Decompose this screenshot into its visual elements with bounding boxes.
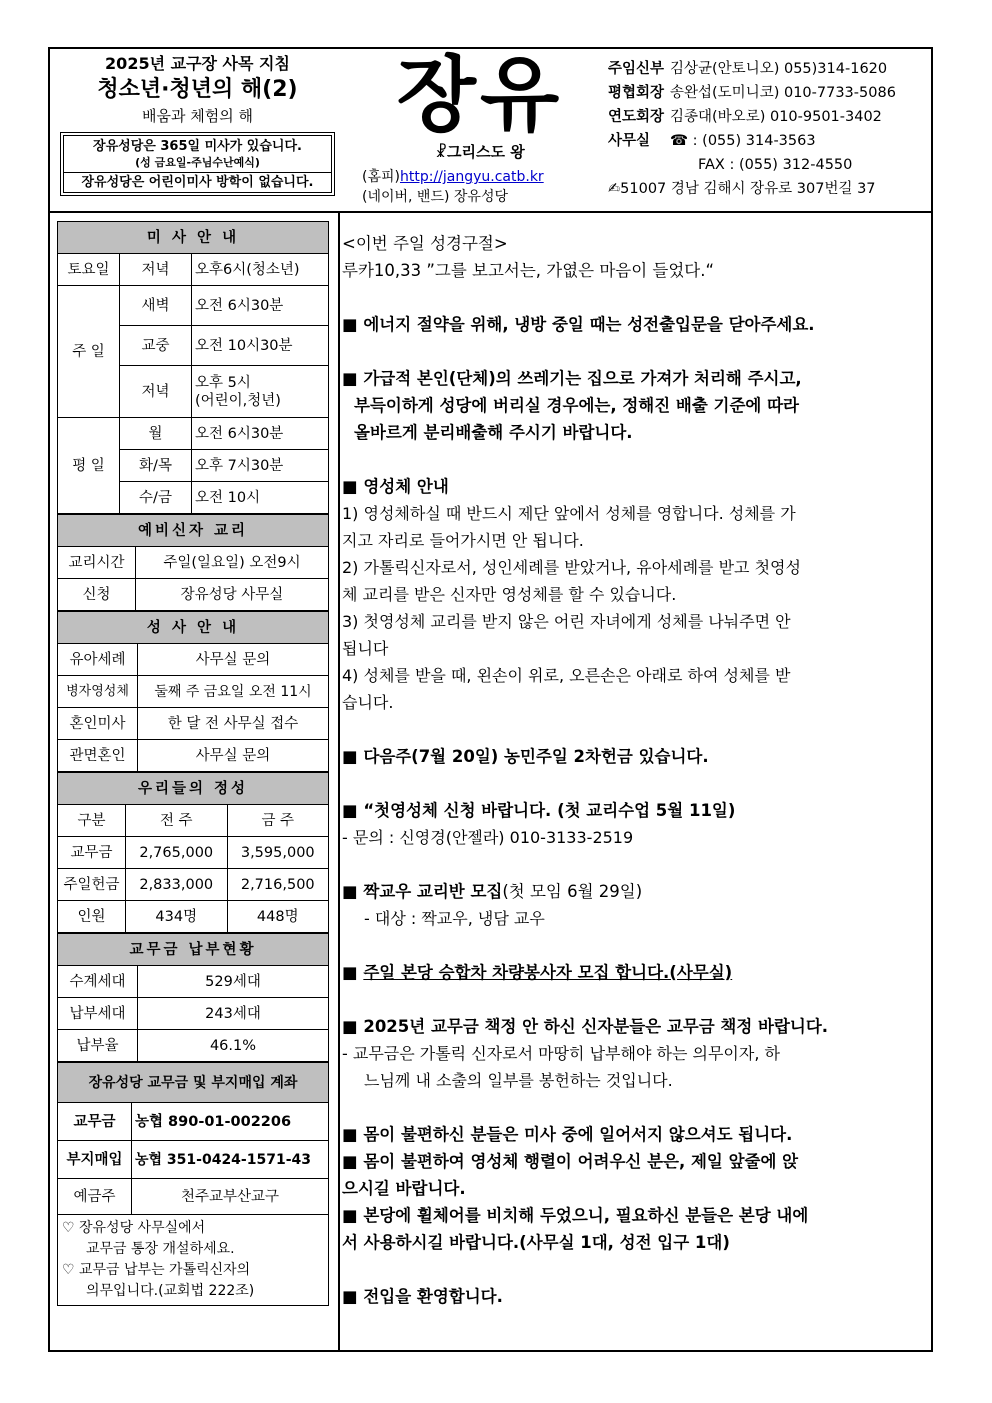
notice-first-communion: ■ “첫영성체 신청 바랍니다. (첫 교리수업 5월 11일) [342, 801, 736, 820]
day-sunday: 주 일 [58, 286, 120, 418]
pastoral-subtheme: 배움과 체험의 해 [142, 107, 253, 125]
pastoral-guideline-year: 2025년 교구장 사목 지침 [105, 54, 290, 73]
notice-energy: ■ 에너지 절약을 위해, 냉방 중일 때는 성전출입문을 닫아주세요. [342, 315, 815, 334]
day-weekday: 평 일 [58, 418, 120, 514]
contact-list [608, 57, 928, 201]
header [50, 49, 931, 213]
offering-table: 우리들의 정성 구분 전 주 금 주 교무금 2,765,000 3,595,000 주일헌금 2,833,000 2,716,500 인원 434명 448명 [57, 772, 329, 933]
contact-row: FAX : (055) 312-4550 [698, 157, 853, 173]
column-divider [338, 213, 340, 1352]
homepage-label: (홈피) [362, 169, 400, 185]
contact-row: 사무실 ☎ : (055) 314-3563 [608, 133, 816, 149]
sns-info: (네이버, 밴드) 장유성당 [362, 189, 508, 205]
verse-title: <이번 주일 성경구절> [342, 234, 508, 253]
notice-welcome: ■ 전입을 환영합니다. [342, 1287, 503, 1306]
feast-name: ☧그리스도 왕 [435, 143, 525, 161]
pastoral-theme: 청소년·청년의 해(2) [97, 77, 298, 102]
dues-title: 교무금 납부현황 [58, 934, 329, 966]
notice-trash: ■ 가급적 본인(단체)의 쓰레기는 집으로 가져가 처리해 주시고, [342, 369, 802, 388]
verse-text: 루카10,33 ”그를 보고서는, 가엾은 마음이 들었다.“ [342, 261, 715, 280]
header-left [60, 53, 335, 196]
main-announcements: <이번 주일 성경구절> 루카10,33 ”그를 보고서는, 가엾은 마음이 들었다.“ ■ 에너지 절약을 위해, 냉방 중일 때는 성전출입문을 닫아주세요. ■ 가급적 본인(단체)의 쓰레기는 집으로 가져가 처리해 주시고, 부득이하게 성당에 버리실 경우에는, 정해진 배출 기준에 따라 올바르게 분리배출해 주시기 바랍니다. ■ 영성체 안내 1) 영성체하실 때 반드시 제단 앞에서 성체를 영합니다. 성체를 가 지고 자리로 들어가시면 안 됩니다. 2) 가톨릭신자로서, 성인세례를 받았거나, 유아세례를 받고 첫영성 체 교리를 받은 신자만 영성체를 할 수 있습니다. 3) 첫영성체 교리를 받지 않은 어린 자녀에게 성체를 나눠주면 안 됩니다 4) 성체를 받을 때, 왼손이 위로, 오른손은 아래로 하여 성체를 받 습니다. ■ 다음주(7월 20일) 농민주일 2차헌금 있습니다. ■ “첫영성체 신청 바랍니다. (첫 교리수업 5월 11일) - 문의 : 신영경(안젤라) 010-3133-2519 ■ 짝교우 교리반 모집(첫 모임 6월 29일) - 대상 : 짝교우, 냉담 교우 ■ 주일 본당 승합차 차량봉사자 모집 합니다.(사무실) ■ 2025년 교무금 책정 안 하신 신자분들은 교무금 책정 바랍니다. - 교무금은 가톨릭 신자로서 마땅히 납부해야 하는 의무이자, 하 느님께 내 소출의 일부를 봉헌하는 것입니다. ■ 몸이 불편하신 분들은 미사 중에 일어서지 않으셔도 됩니다. ■ 몸이 불편하여 영성체 행렬이 어려우신 분은, 제일 앞줄에 앉 으시길 바랍니다. ■ 본당에 휠체어를 비치해 두었으니, 필요하신 분들은 본당 내에 서 사용하시길 바랍니다.(사무실 1대, 성전 입구 1대) ■ 전입을 환영합니다. [342, 230, 928, 1310]
notice-children-mass: 장유성당은 어린이미사 방학이 없습니다. [81, 175, 314, 190]
notice-sitting: ■ 몸이 불편하신 분들은 미사 중에 일어서지 않으셔도 됩니다. [342, 1125, 793, 1144]
contact-row: 주임신부 김상균(안토니오) 055)314-1620 [608, 61, 888, 77]
sidebar [57, 221, 329, 1306]
contact-row: ✍51007 경남 김해시 장유로 307번길 37 [608, 181, 876, 197]
notice-farmers-sunday: ■ 다음주(7월 20일) 농민주일 2차헌금 있습니다. [342, 747, 709, 766]
header-title-block [360, 48, 600, 163]
mass-notice-box [60, 132, 335, 196]
sacraments-title: 성 사 안 내 [58, 612, 329, 644]
notice-daily-mass: 장유성당은 365일 미사가 있습니다. [93, 139, 302, 154]
notice-communion: ■ 영성체 안내 [342, 477, 449, 496]
notice-good-friday: (성 금요일-주님수난예식) [64, 155, 331, 173]
header-links [362, 167, 544, 207]
bulletin-title: 장유 [396, 48, 564, 143]
contact-row: 연도회장 김종대(바오로) 010-9501-3402 [608, 109, 882, 125]
accounts-table: 장유성당 교무금 및 부지매입 계좌 교무금 농협 890-01-002206 부지매입 농협 351-0424-1571-43 예금주 천주교부산교구 [57, 1062, 329, 1215]
catechumen-table: 예비신자 교리 교리시간 주일(일요일) 오전9시 신청 장유성당 사무실 [57, 514, 329, 611]
accounts-note: ♡ 장유성당 사무실에서 교무금 통장 개설하세요. ♡ 교무금 납부는 가톨릭신자의 의무입니다.(교회법 222조) [57, 1215, 329, 1306]
sacraments-table: 성 사 안 내 유아세례 사무실 문의 병자영성체 둘째 주 금요일 오전 11시 혼인미사 한 달 전 사무실 접수 관면혼인 사무실 문의 [57, 611, 329, 772]
homepage-link[interactable]: http://jangyu.catb.kr [399, 169, 544, 185]
offering-title: 우리들의 정성 [58, 773, 329, 805]
accounts-title: 장유성당 교무금 및 부지매입 계좌 [58, 1063, 329, 1103]
notice-dues: ■ 2025년 교무금 책정 안 하신 신자분들은 교무금 책정 바랍니다. [342, 1017, 829, 1036]
mass-schedule-title: 미 사 안 내 [58, 222, 329, 254]
catechumen-title: 예비신자 교리 [58, 515, 329, 547]
notice-van-volunteer: ■ 주일 본당 승합차 차량봉사자 모집 합니다.(사무실) [342, 963, 733, 982]
contact-row: 평협회장 송완섭(도미니코) 010-7733-5086 [608, 85, 896, 101]
bulletin-page [48, 47, 933, 1352]
mass-schedule-table: 미 사 안 내 토요일 저녁 오후6시(청소년) 주 일 새벽 오전 6시30분 교중 오전 10시30분 저녁 오후 5시 (어린이,청년) 평 일 월 오전 6시30분 화/목 오후 7시30분 수/금 오전 10시 [57, 221, 329, 514]
dues-table: 교무금 납부현황 수계세대 529세대 납부세대 243세대 납부율 46.1% [57, 933, 329, 1062]
notice-catechism-class: ■ 짝교우 교리반 모집(첫 모임 6월 29일) [342, 882, 643, 901]
notice-front-row: ■ 몸이 불편하여 영성체 행렬이 어려우신 분은, 제일 앞줄에 앉 [342, 1152, 799, 1171]
notice-wheelchair: ■ 본당에 휠체어를 비치해 두었으니, 필요하신 분들은 본당 내에 [342, 1206, 809, 1225]
day-saturday: 토요일 [58, 254, 120, 286]
